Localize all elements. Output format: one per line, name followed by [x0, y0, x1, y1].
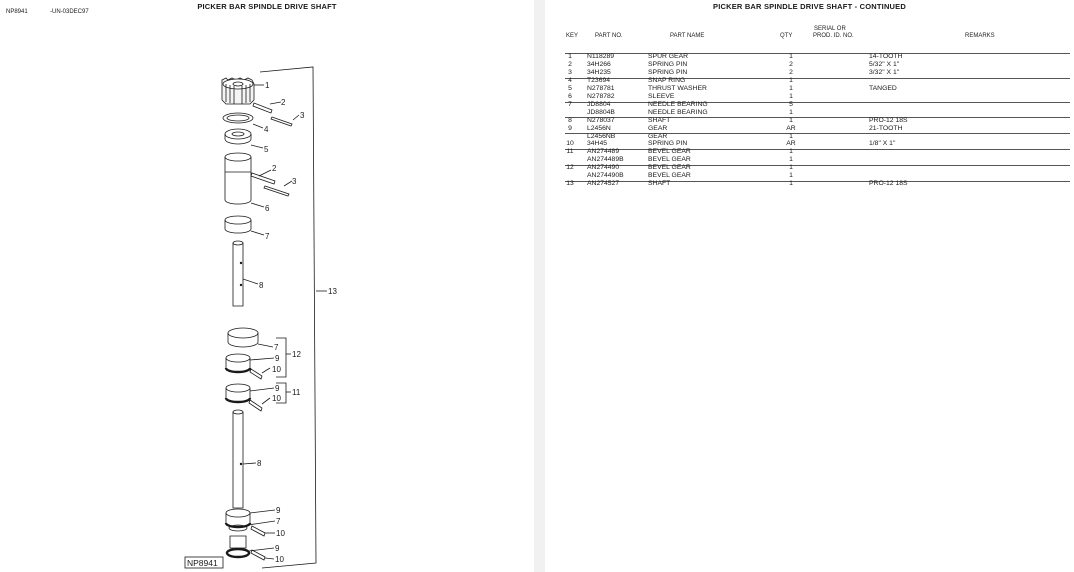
row-part-no: AN274527	[587, 180, 620, 188]
row-key: 4	[568, 76, 572, 84]
row-qty: 1	[789, 108, 793, 116]
row-part-name: SPRING PIN	[648, 140, 688, 148]
row-part-no: 34H266	[587, 60, 611, 68]
row-part-no: L2456N	[587, 124, 611, 132]
callout-3b: 3	[292, 177, 297, 186]
row-part-name: SNAP RING	[648, 76, 686, 84]
header-key: KEY	[566, 33, 579, 39]
right-page	[545, 0, 1074, 572]
date-code: -UN-03DEC97	[50, 9, 89, 15]
header-remarks: REMARKS	[965, 33, 995, 39]
row-part-no: JD8804	[587, 100, 611, 108]
parts-diagram	[0, 0, 534, 572]
row-part-no: AN274490	[587, 164, 620, 172]
row-qty: 1	[789, 156, 793, 164]
table-row	[545, 164, 1074, 172]
row-key: 1	[568, 53, 572, 60]
table-row	[545, 101, 1074, 109]
row-remarks: 14-TOOTH	[869, 53, 903, 60]
row-remarks: PRO-12 18S	[869, 116, 908, 124]
header-serial-line1: SERIAL OR	[814, 26, 846, 32]
row-qty: 1	[789, 92, 793, 100]
table-row	[545, 93, 1074, 101]
row-key: 6	[568, 92, 572, 100]
row-key: 3	[568, 68, 572, 76]
row-part-name: GEAR	[648, 124, 668, 132]
snap-ring-part	[223, 113, 253, 123]
row-qty: 1	[789, 172, 793, 180]
row-key: 2	[568, 60, 572, 68]
table-row	[545, 148, 1074, 156]
header-part-no: PART NO.	[595, 33, 623, 39]
table-row	[545, 85, 1074, 93]
row-remarks: TANGED	[869, 84, 897, 92]
row-part-name: NEEDLE BEARING	[648, 108, 708, 116]
row-qty: 2	[789, 60, 793, 68]
row-qty: 2	[789, 68, 793, 76]
row-qty: 1	[789, 76, 793, 84]
callout-12: 12	[292, 350, 301, 359]
row-part-no: N118289	[587, 53, 615, 60]
row-part-no: N278037	[587, 116, 615, 124]
row-part-name: BEVEL GEAR	[648, 148, 691, 156]
table-row	[545, 77, 1074, 85]
row-key: 10	[566, 140, 574, 148]
figure-label: NP8941	[187, 558, 218, 568]
row-remarks: 5/32" X 1"	[869, 60, 900, 68]
row-part-name: SPRING PIN	[648, 60, 688, 68]
callout-7b: 7	[274, 343, 279, 352]
row-part-no: N278781	[587, 84, 615, 92]
table-row	[545, 156, 1074, 164]
row-part-name: SPRING PIN	[648, 68, 688, 76]
row-part-no: AN274490B	[587, 172, 624, 180]
row-part-name: SLEEVE	[648, 92, 675, 100]
row-part-name: BEVEL GEAR	[648, 156, 691, 164]
row-remarks: 3/32" X 1"	[869, 68, 900, 76]
left-page	[0, 0, 534, 572]
table-row	[545, 172, 1074, 180]
row-remarks: 21-TOOTH	[869, 124, 903, 132]
row-part-name: BEVEL GEAR	[648, 164, 691, 172]
row-part-no: T23694	[587, 76, 611, 84]
row-part-no: 34H45	[587, 140, 608, 148]
page-title: PICKER BAR SPINDLE DRIVE SHAFT	[197, 2, 337, 11]
page-gutter	[534, 0, 545, 572]
callout-9c: 9	[276, 506, 281, 515]
thrust-washer-part	[225, 129, 251, 139]
table-row	[545, 109, 1074, 117]
callout-4: 4	[264, 125, 269, 134]
sleeve-part	[225, 153, 251, 204]
row-qty: 1	[789, 148, 793, 156]
callout-7c: 7	[276, 517, 281, 526]
row-part-name: BEVEL GEAR	[648, 172, 691, 180]
needle-bearing-part	[225, 216, 251, 233]
spur-gear-part	[222, 78, 254, 104]
row-qty: AR	[786, 140, 796, 148]
callout-8: 8	[259, 281, 264, 290]
row-part-name: NEEDLE BEARING	[648, 100, 708, 108]
row-key: 9	[568, 124, 572, 132]
callout-2: 2	[281, 98, 286, 107]
callout-9d: 9	[275, 544, 280, 553]
row-qty: 5	[789, 100, 793, 108]
spring-pin-upper	[253, 103, 292, 126]
row-part-no: JD8804B	[587, 108, 615, 116]
header-part-name: PART NAME	[670, 33, 705, 39]
page-title-continued: PICKER BAR SPINDLE DRIVE SHAFT - CONTINUED	[713, 2, 906, 11]
row-qty: 1	[789, 116, 793, 124]
row-part-no: L2456NB	[587, 132, 616, 140]
callout-3: 3	[300, 111, 305, 120]
row-key: 12	[566, 164, 574, 172]
callout-11: 11	[292, 388, 301, 397]
header-qty: QTY	[780, 33, 793, 39]
table-row	[545, 125, 1074, 133]
callout-1: 1	[265, 81, 270, 90]
row-part-no: 34H235	[587, 68, 611, 76]
row-remarks: PRO-12 18S	[869, 180, 908, 188]
row-part-no: N278782	[587, 92, 615, 100]
table-row	[545, 61, 1074, 69]
row-qty: 1	[789, 164, 793, 172]
table-row	[545, 133, 1074, 141]
row-part-no: AN274489	[587, 148, 620, 156]
row-key: 13	[566, 180, 574, 188]
row-key: 5	[568, 84, 572, 92]
row-part-name: SHAFT	[648, 116, 671, 124]
callout-8b: 8	[257, 459, 262, 468]
callout-10b: 10	[272, 394, 281, 403]
row-qty: AR	[786, 124, 796, 132]
row-part-name: SHAFT	[648, 180, 671, 188]
table-row	[545, 53, 1074, 61]
row-part-name: SPUR GEAR	[648, 53, 689, 60]
row-key: 8	[568, 116, 572, 124]
table-row	[545, 180, 1074, 188]
row-part-name: THRUST WASHER	[648, 84, 707, 92]
row-part-name: GEAR	[648, 132, 668, 140]
row-part-no: AN274489B	[587, 156, 624, 164]
callout-6: 6	[265, 204, 270, 213]
row-key: 7	[568, 100, 572, 108]
row-qty: 1	[789, 180, 793, 188]
row-qty: 1	[789, 132, 793, 140]
callout-7: 7	[265, 232, 270, 241]
header-serial-line2: PROD. ID. NO.	[813, 33, 854, 39]
row-qty: 1	[789, 84, 793, 92]
callout-10c: 10	[276, 529, 285, 538]
callout-10: 10	[272, 365, 281, 374]
callout-13: 13	[328, 287, 337, 296]
callout-5: 5	[264, 145, 269, 154]
figure-id: NP8941	[6, 9, 28, 15]
table-row	[545, 140, 1074, 148]
callout-9: 9	[275, 354, 280, 363]
table-row	[545, 69, 1074, 77]
row-qty: 1	[789, 53, 793, 60]
callout-9b: 9	[275, 384, 280, 393]
table-row	[545, 117, 1074, 125]
callout-2b: 2	[272, 164, 277, 173]
row-key: 11	[566, 148, 574, 156]
row-remarks: 1/8" X 1"	[869, 140, 896, 148]
shaft-upper-part	[233, 241, 243, 306]
callout-10d: 10	[275, 555, 284, 564]
shaft-lower-part	[233, 410, 243, 508]
